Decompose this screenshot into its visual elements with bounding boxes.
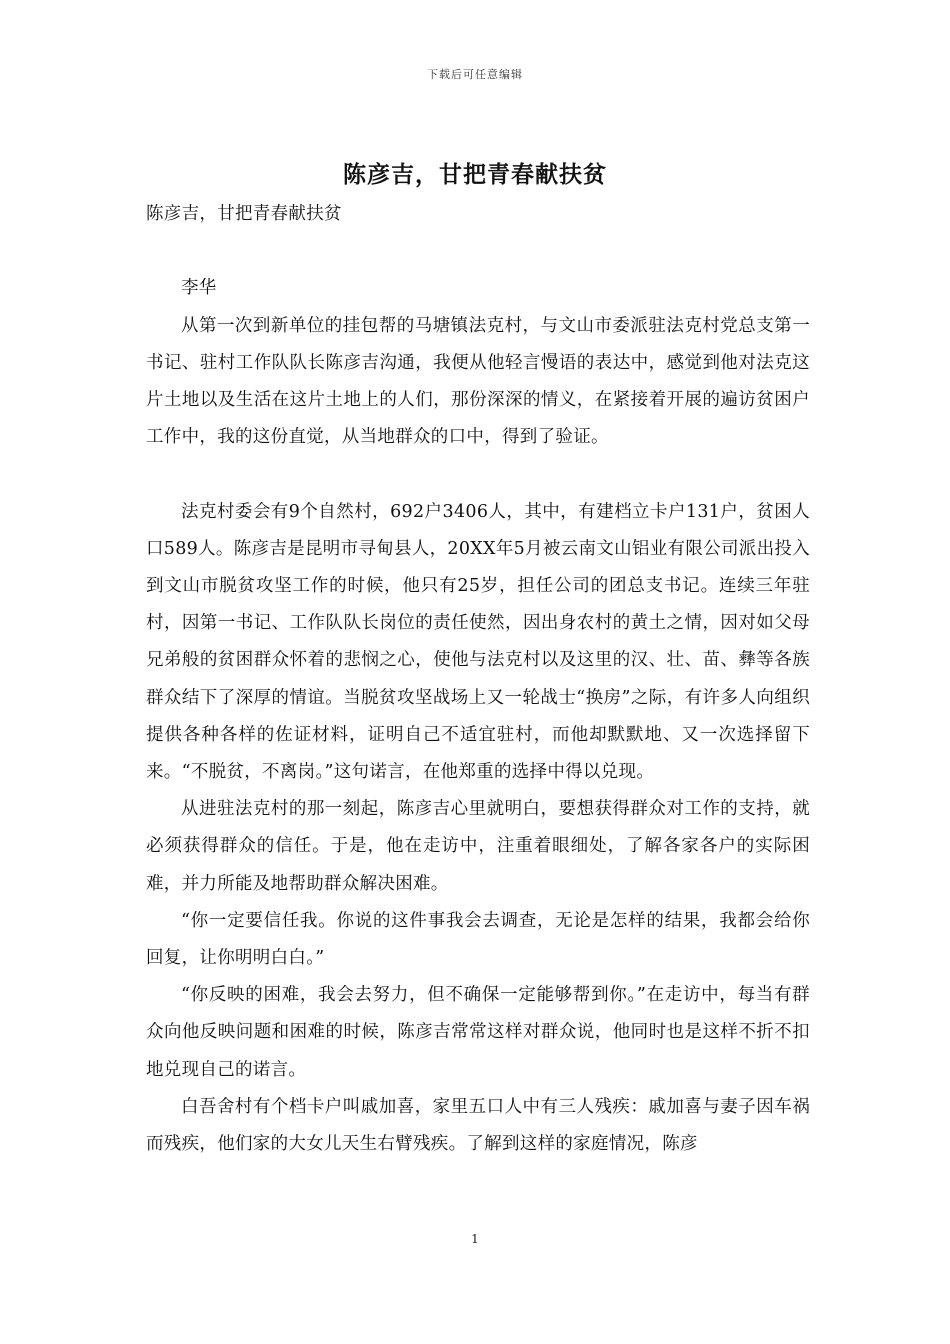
document-title: 陈彦吉，甘把青春献扶贫 [343, 161, 607, 188]
paragraph-5: “你反映的困难，我会去努力，但不确保一定能够帮到你。”在走访中，每当有群众向他反映问题和困难的时候，陈彦吉常常这样对群众说，他同时也是这样不折不扣地兑现自己的诺言。 [146, 985, 810, 1080]
paragraph-1: 从第一次到新单位的挂包帮的马塘镇法克村，与文山市委派驻法克村党总支第一书记、驻村工作队队长陈彦吉沟通，我便从他轻言慢语的表达中，感觉到他对法克这片土地以及生活在这片土地上的人们，那份深深的情义，在紧接着开展的遍访贫困户工作中，我的这份直觉，从当地群众的口中，得到了验证。 [146, 315, 810, 448]
paragraph-2: 法克村委会有9个自然村，692户3406人，其中，有建档立卡户131户，贫困人口589人。陈彦吉是昆明市寻甸县人，20XX年5月被云南文山铝业有限公司派出投入到文山市脱贫攻坚工作的时候，他只有25岁，担任公司的团总支书记。连续三年驻村，因第一书记、工作队队长岗位的责任使然，因出身农村的黄土之情，因对如父母兄弟般的贫困群众怀着的悲悯之心，使他与法克村以及这里的汉、壮、苗、彝等各族群众结下了深厚的情谊。当脱贫攻坚战场上又一轮战士“换房”之际，有许多人向组织提供各种各样的佐证材料，证明自己不适宜驻村，而他却默默地、又一次选择留下来。“不脱贫，不离岗。”这句诺言，在他郑重的选择中得以兑现。 [146, 501, 810, 783]
paragraph-4: “你一定要信任我。你说的这件事我会去调查，无论是怎样的结果，我都会给你回复，让你明明白白。” [146, 910, 810, 969]
document-body [146, 196, 810, 1163]
paragraph-3: 从进驻法克村的那一刻起，陈彦吉心里就明白，要想获得群众对工作的支持，就必须获得群众的信任。于是，他在走访中，注重着眼细处，了解各家各户的实际困难，并力所能及地帮助群众解决困难。 [146, 799, 810, 894]
page-number: 1 [471, 1232, 479, 1246]
author-line: 李华 [181, 278, 217, 299]
document-subtitle: 陈彦吉，甘把青春献扶贫 [146, 204, 342, 224]
paragraph-6: 白吾舍村有个档卡户叫戚加喜，家里五口人中有三人残疾：戚加喜与妻子因车祸而残疾，他们家的大女儿天生右臂残疾。了解到这样的家庭情况，陈彦 [146, 1096, 810, 1155]
page-header: 下载后可任意编辑 [427, 68, 523, 81]
